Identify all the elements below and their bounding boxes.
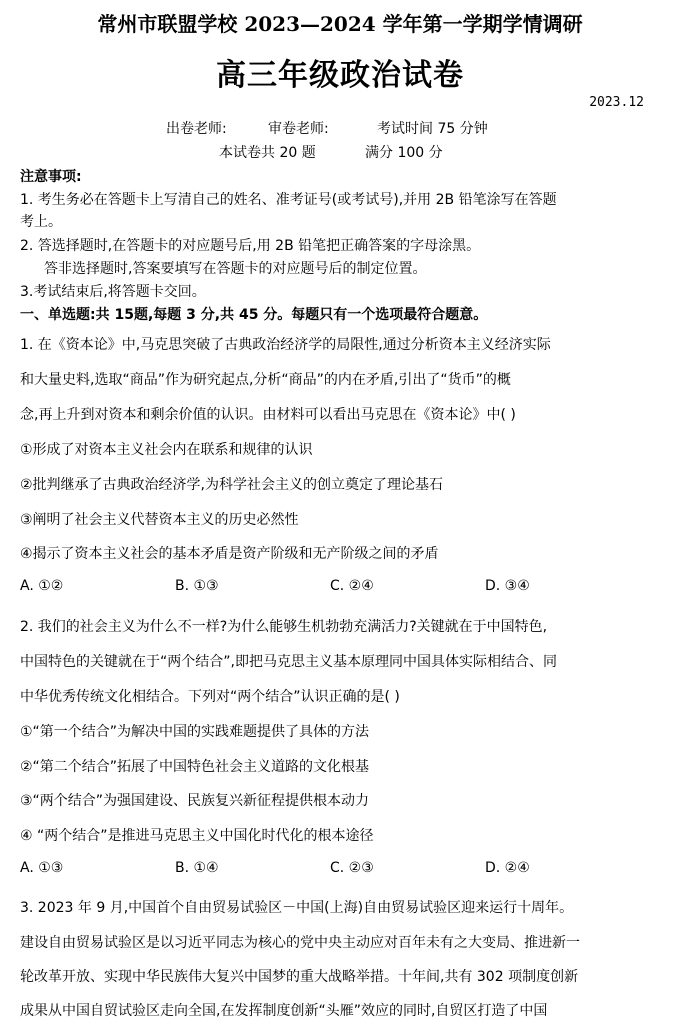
- q3-text: 成果从中国自贸试验区走向全国,在发挥制度创新“头雁”效应的同时,自贸区打造了中国: [20, 1003, 548, 1019]
- q2-option-d: D. ②④: [485, 860, 530, 876]
- notes-line: 1. 考生务必在答题卡上写清自己的姓名、准考证号(或考试号),并用 2B 铅笔涂写在答题: [20, 192, 557, 208]
- q1-option-a: A. ①②: [20, 578, 64, 594]
- time-label: 考试时间 75 分钟: [377, 121, 488, 137]
- q2-text: 中华优秀传统文化相结合。下列对“两个结合”认识正确的是( ): [20, 689, 400, 705]
- q2-option-c: C. ②③: [330, 860, 374, 876]
- q1-option-c: C. ②④: [330, 578, 374, 594]
- q3-text: 建设自由贸易试验区是以习近平同志为核心的党中央主动应对百年未有之大变局、推进新一: [20, 935, 580, 951]
- notes-line: 2. 答选择题时,在答题卡的对应题号后,用 2B 铅笔把正确答案的字母涂黑。: [20, 238, 481, 254]
- q1-item: ②批判继承了古典政治经济学,为科学社会主义的创立奠定了理论基石: [20, 477, 443, 493]
- notes-line: 答非选择题时,答案要填写在答题卡的对应题号后的制定位置。: [44, 261, 427, 277]
- q1-option-b: B. ①③: [175, 578, 219, 594]
- q1-item: ①形成了对资本主义社会内在联系和规律的认识: [20, 442, 313, 458]
- q1-text: 念,再上升到对资本和剩余价值的认识。由材料可以看出马克思在《资本论》中( ): [20, 407, 516, 423]
- q2-item: ①“第一个结合”为解决中国的实践难题提供了具体的方法: [20, 724, 370, 740]
- notes-line: 3.考试结束后,将答题卡交回。: [20, 284, 206, 300]
- q1-option-d: D. ③④: [485, 578, 530, 594]
- q2-item: ②“第二个结合”拓展了中国特色社会主义道路的文化根基: [20, 759, 370, 775]
- exam-date: 2023.12: [589, 95, 644, 110]
- q1-item: ④揭示了资本主义社会的基本矛盾是资产阶级和无产阶级之间的矛盾: [20, 546, 439, 562]
- q2-option-b: B. ①④: [175, 860, 219, 876]
- section-heading: 一、单选题:共 15题,每题 3 分,共 45 分。每题只有一个选项最符合题意。: [20, 307, 488, 323]
- exam-title: 常州市联盟学校 2023—2024 学年第一学期学情调研: [97, 12, 583, 36]
- score-label: 满分 100 分: [365, 145, 443, 161]
- notes-line: 考上。: [20, 214, 62, 230]
- q3-text: 3. 2023 年 9 月,中国首个自由贸易试验区－中国(上海)自由贸易试验区迎来运行十周年。: [20, 900, 574, 916]
- q1-text: 1. 在《资本论》中,马克思突破了古典政治经济学的局限性,通过分析资本主义经济实际: [20, 337, 551, 353]
- exam-subtitle: 高三年级政治试卷: [216, 58, 464, 93]
- q2-item: ④ “两个结合”是推进马克思主义中国化时代化的根本途径: [20, 828, 374, 844]
- q1-text: 和大量史料,选取“商品”作为研究起点,分析“商品”的内在矛盾,引出了“货币”的概: [20, 372, 511, 388]
- q2-item: ③“两个结合”为强国建设、民族复兴新征程提供根本动力: [20, 793, 370, 809]
- q2-option-a: A. ①③: [20, 860, 64, 876]
- q3-text: 轮改革开放、实现中华民族伟大复兴中国梦的重大战略举措。十年间,共有 302 项制度创新: [20, 969, 579, 985]
- notes-heading: 注意事项:: [20, 169, 82, 185]
- q2-text: 2. 我们的社会主义为什么不一样?为什么能够生机勃勃充满活力?关键就在于中国特色,: [20, 619, 548, 635]
- q2-text: 中国特色的关键就在于“两个结合”,即把马克思主义基本原理同中国具体实际相结合、同: [20, 654, 557, 670]
- q1-item: ③阐明了社会主义代替资本主义的历史必然性: [20, 512, 299, 528]
- reviewer-label: 审卷老师:: [268, 121, 329, 137]
- setter-label: 出卷老师:: [166, 121, 227, 137]
- count-label: 本试卷共 20 题: [219, 145, 316, 161]
